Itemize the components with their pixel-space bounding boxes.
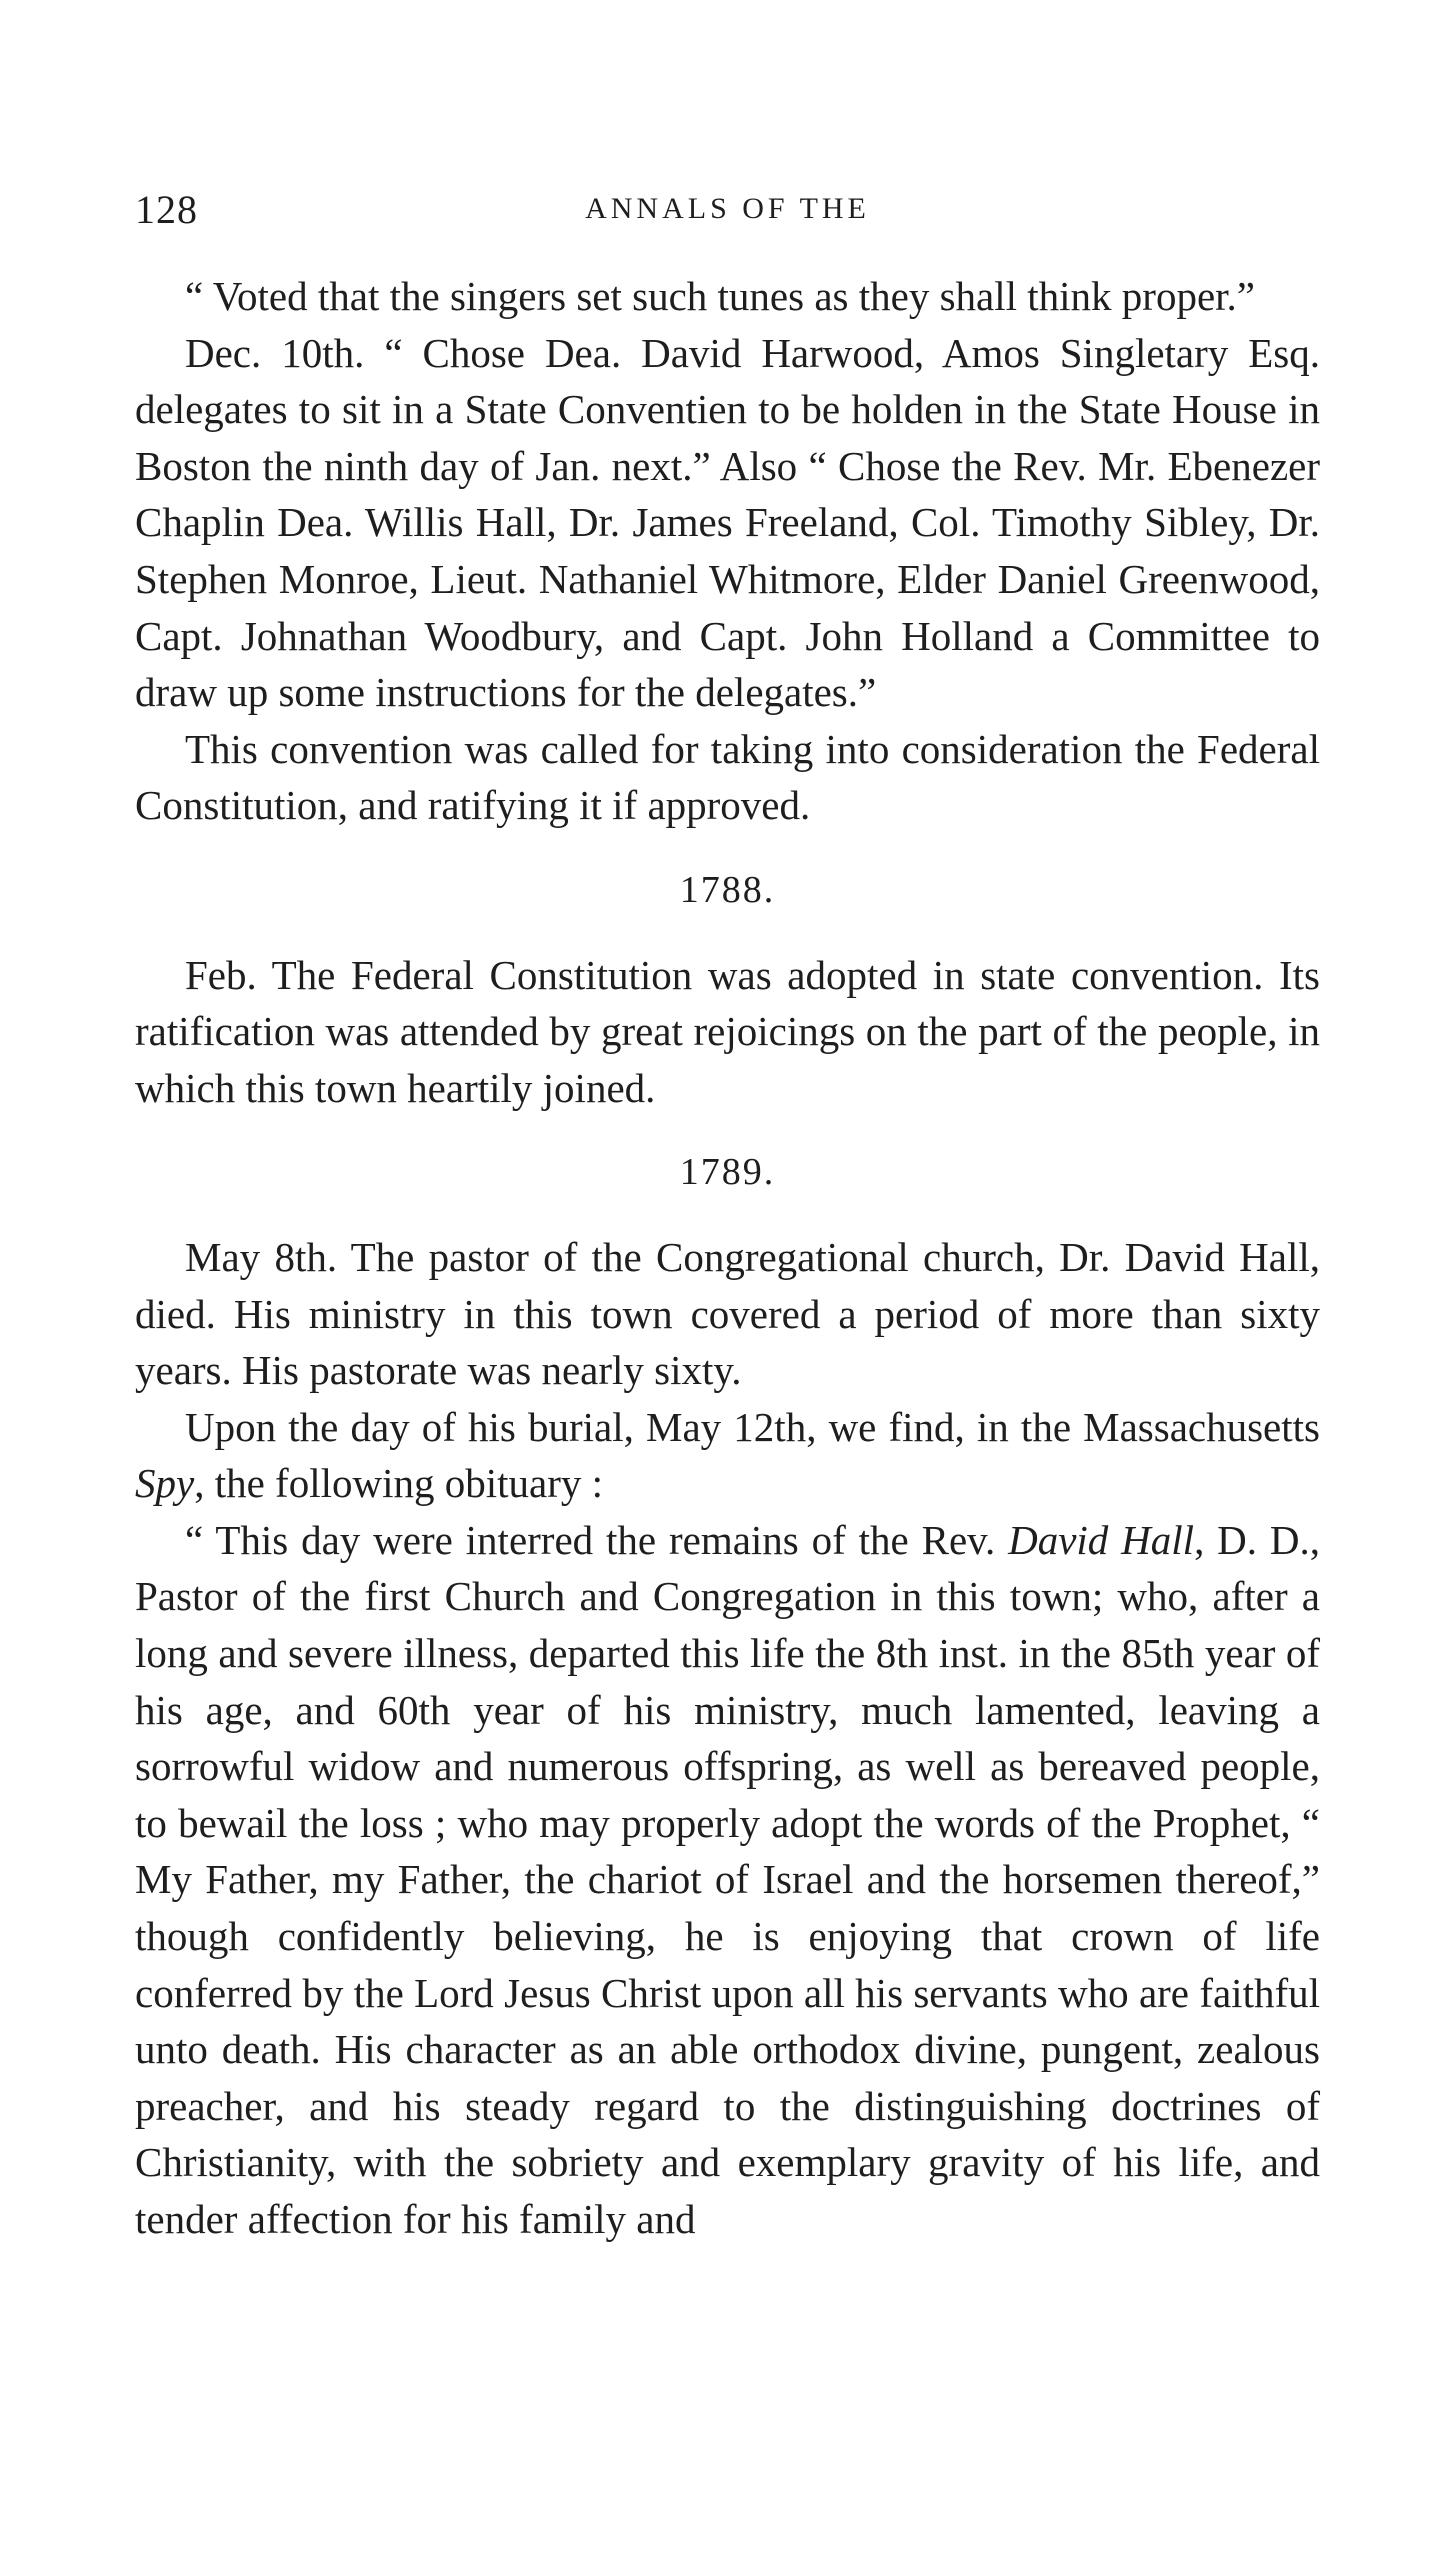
- paragraph-vote: “ Voted that the singers set such tunes as they shall think proper.”: [185, 273, 1255, 319]
- obituary-text-start: “ This day were interred the remains of the Rev.: [185, 1516, 1009, 1563]
- page-number: 128: [135, 187, 198, 232]
- year-heading-1789: 1789.: [679, 1151, 776, 1194]
- running-title: ANNALS OF THE: [585, 192, 870, 225]
- body-text: [135, 268, 1320, 2248]
- paragraph-dec-10th: Dec. 10th. “ Chose Dea. David Harwood, Amos Singletary Esq. delegates to sit in a State Conventien to be holden in the State House in Boston the ninth day of Jan. next.” Also “ Chose the Rev. Mr. Ebenezer Chaplin Dea. Willis Hall, Dr. James Freeland, Col. Timothy Sibley, Dr. Stephen Monroe, Lieut. Nathaniel Whitmore, Elder Daniel Greenwood, Capt. Johnathan Woodbury, and Capt. John Holland a Committee to draw up some instructions for the delegates.”: [135, 329, 1320, 716]
- year-heading-1788: 1788.: [679, 868, 776, 911]
- running-head: [135, 176, 1320, 236]
- paragraph-may-8th: May 8th. The pastor of the Congregational church, Dr. David Hall, died. His ministry in this town covered a period of more than sixty years. His pastorate was nearly sixty.: [135, 1233, 1320, 1394]
- obituary-name: David Hall: [1008, 1516, 1195, 1563]
- burial-text-end: , the following obituary :: [194, 1460, 604, 1507]
- paragraph-convention: This convention was called for taking into consideration the Federal Constitution, and ratifying it if approved.: [135, 725, 1320, 829]
- paragraph-obituary: [135, 1512, 1320, 2248]
- burial-text-start: Upon the day of his burial, May 12th, we find, in the Massachusetts: [185, 1403, 1320, 1450]
- paragraph-feb: Feb. The Federal Constitution was adopted in state convention. Its ratification was attended by great rejoicings on the part of the people, in which this town heartily joined.: [135, 951, 1320, 1111]
- paragraph-burial: [135, 1399, 1320, 1512]
- newspaper-title: Spy: [135, 1460, 195, 1507]
- obituary-text-body: , D. D., Pastor of the first Church and Congregation in this town; who, after a long and severe illness, departed this life the 8th inst. in the 85th year of his age, and 60th year of his ministry, much lamented, leaving a sorrowful widow and numerous offspring, as well as bereaved people, to bewail the loss ; who may properly adopt the words of the Prophet, “ My Father, my Father, the chariot of Israel and the horsemen thereof,” though confidently believing, he is enjoying that crown of life conferred by the Lord Jesus Christ upon all his servants who are faithful unto death. His character as an able orthodox divine, pungent, zealous preacher, and his steady regard to the distinguishing doctrines of Christianity, with the sobriety and exemplary gravity of his life, and tender affection for his family and: [135, 1516, 1321, 2242]
